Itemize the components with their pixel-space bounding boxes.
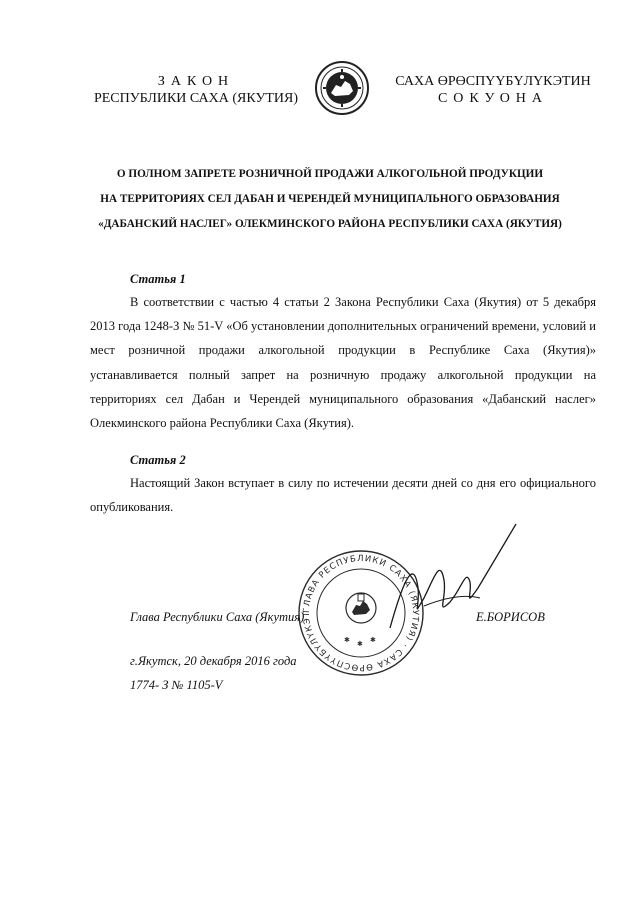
article-2-text: Настоящий Закон вступает в силу по истечении десяти дней со дня его официального опубликования.: [90, 476, 596, 515]
title-line-1: О ПОЛНОМ ЗАПРЕТЕ РОЗНИЧНОЙ ПРОДАЖИ АЛКОГОЛЬНОЙ ПРОДУКЦИИ: [116, 168, 544, 180]
header-law-word: ЗАКОН: [157, 74, 235, 89]
law-number: 1774- З № 1105-V: [130, 678, 223, 692]
article-1-text: В соответствии с частью 4 статьи 2 Закона Республики Саха (Якутия) от 5 декабря 2013 года 1248-З № 51-V «Об установлении дополнительных ограничений времени, условий и мест розничной продажи алкогольной продукции в Республике Саха (Якутия)» устанавливается полный запрет на розничную продажу алкогольной продукции на территориях сел Дабан и Черендей муниципального образования «Дабанский наслег» Олекминского района Республики Саха (Якутия).: [90, 295, 596, 431]
header-republic-name: РЕСПУБЛИКИ САХА (ЯКУТИЯ): [93, 91, 299, 106]
signature-role: Глава Республики Саха (Якутия): [130, 610, 305, 624]
article-1-body: [90, 290, 596, 435]
header-law-word-yakut: СОКУОНА: [437, 91, 549, 106]
place-and-date: г.Якутск, 20 декабря 2016 года: [130, 654, 297, 668]
law-header-yakut: [382, 73, 604, 107]
header-republic-yakut: САХА ӨРӨСПҮҮБҮЛҮКЭТИН: [395, 74, 591, 89]
seal-ring-text: ГЛАВА РЕСПУБЛИКИ САХА (ЯКУТИЯ) · САХА ӨРӨСПҮҮБҮЛҮКЭТ: [301, 553, 421, 673]
article-2-body: [90, 471, 596, 519]
signature-name: Е.БОРИСОВ: [476, 610, 545, 624]
title-line-3: «ДАБАНСКИЙ НАСЛЕГ» ОЛЕКМИНСКОГО РАЙОНА РЕСПУБЛИКИ САХА (ЯКУТИЯ): [98, 218, 562, 230]
law-header-russian: [78, 73, 314, 107]
article-2-heading: Статья 2: [130, 453, 186, 467]
coat-of-arms-icon: [314, 60, 370, 116]
svg-text:✱: ✱: [370, 636, 376, 644]
svg-text:✱: ✱: [357, 640, 363, 648]
svg-text:✱: ✱: [344, 636, 350, 644]
article-1-heading: Статья 1: [130, 272, 186, 286]
title-line-2: НА ТЕРРИТОРИЯХ СЕЛ ДАБАН И ЧЕРЕНДЕЙ МУНИЦИПАЛЬНОГО ОБРАЗОВАНИЯ: [100, 193, 560, 205]
law-title: [60, 162, 600, 237]
